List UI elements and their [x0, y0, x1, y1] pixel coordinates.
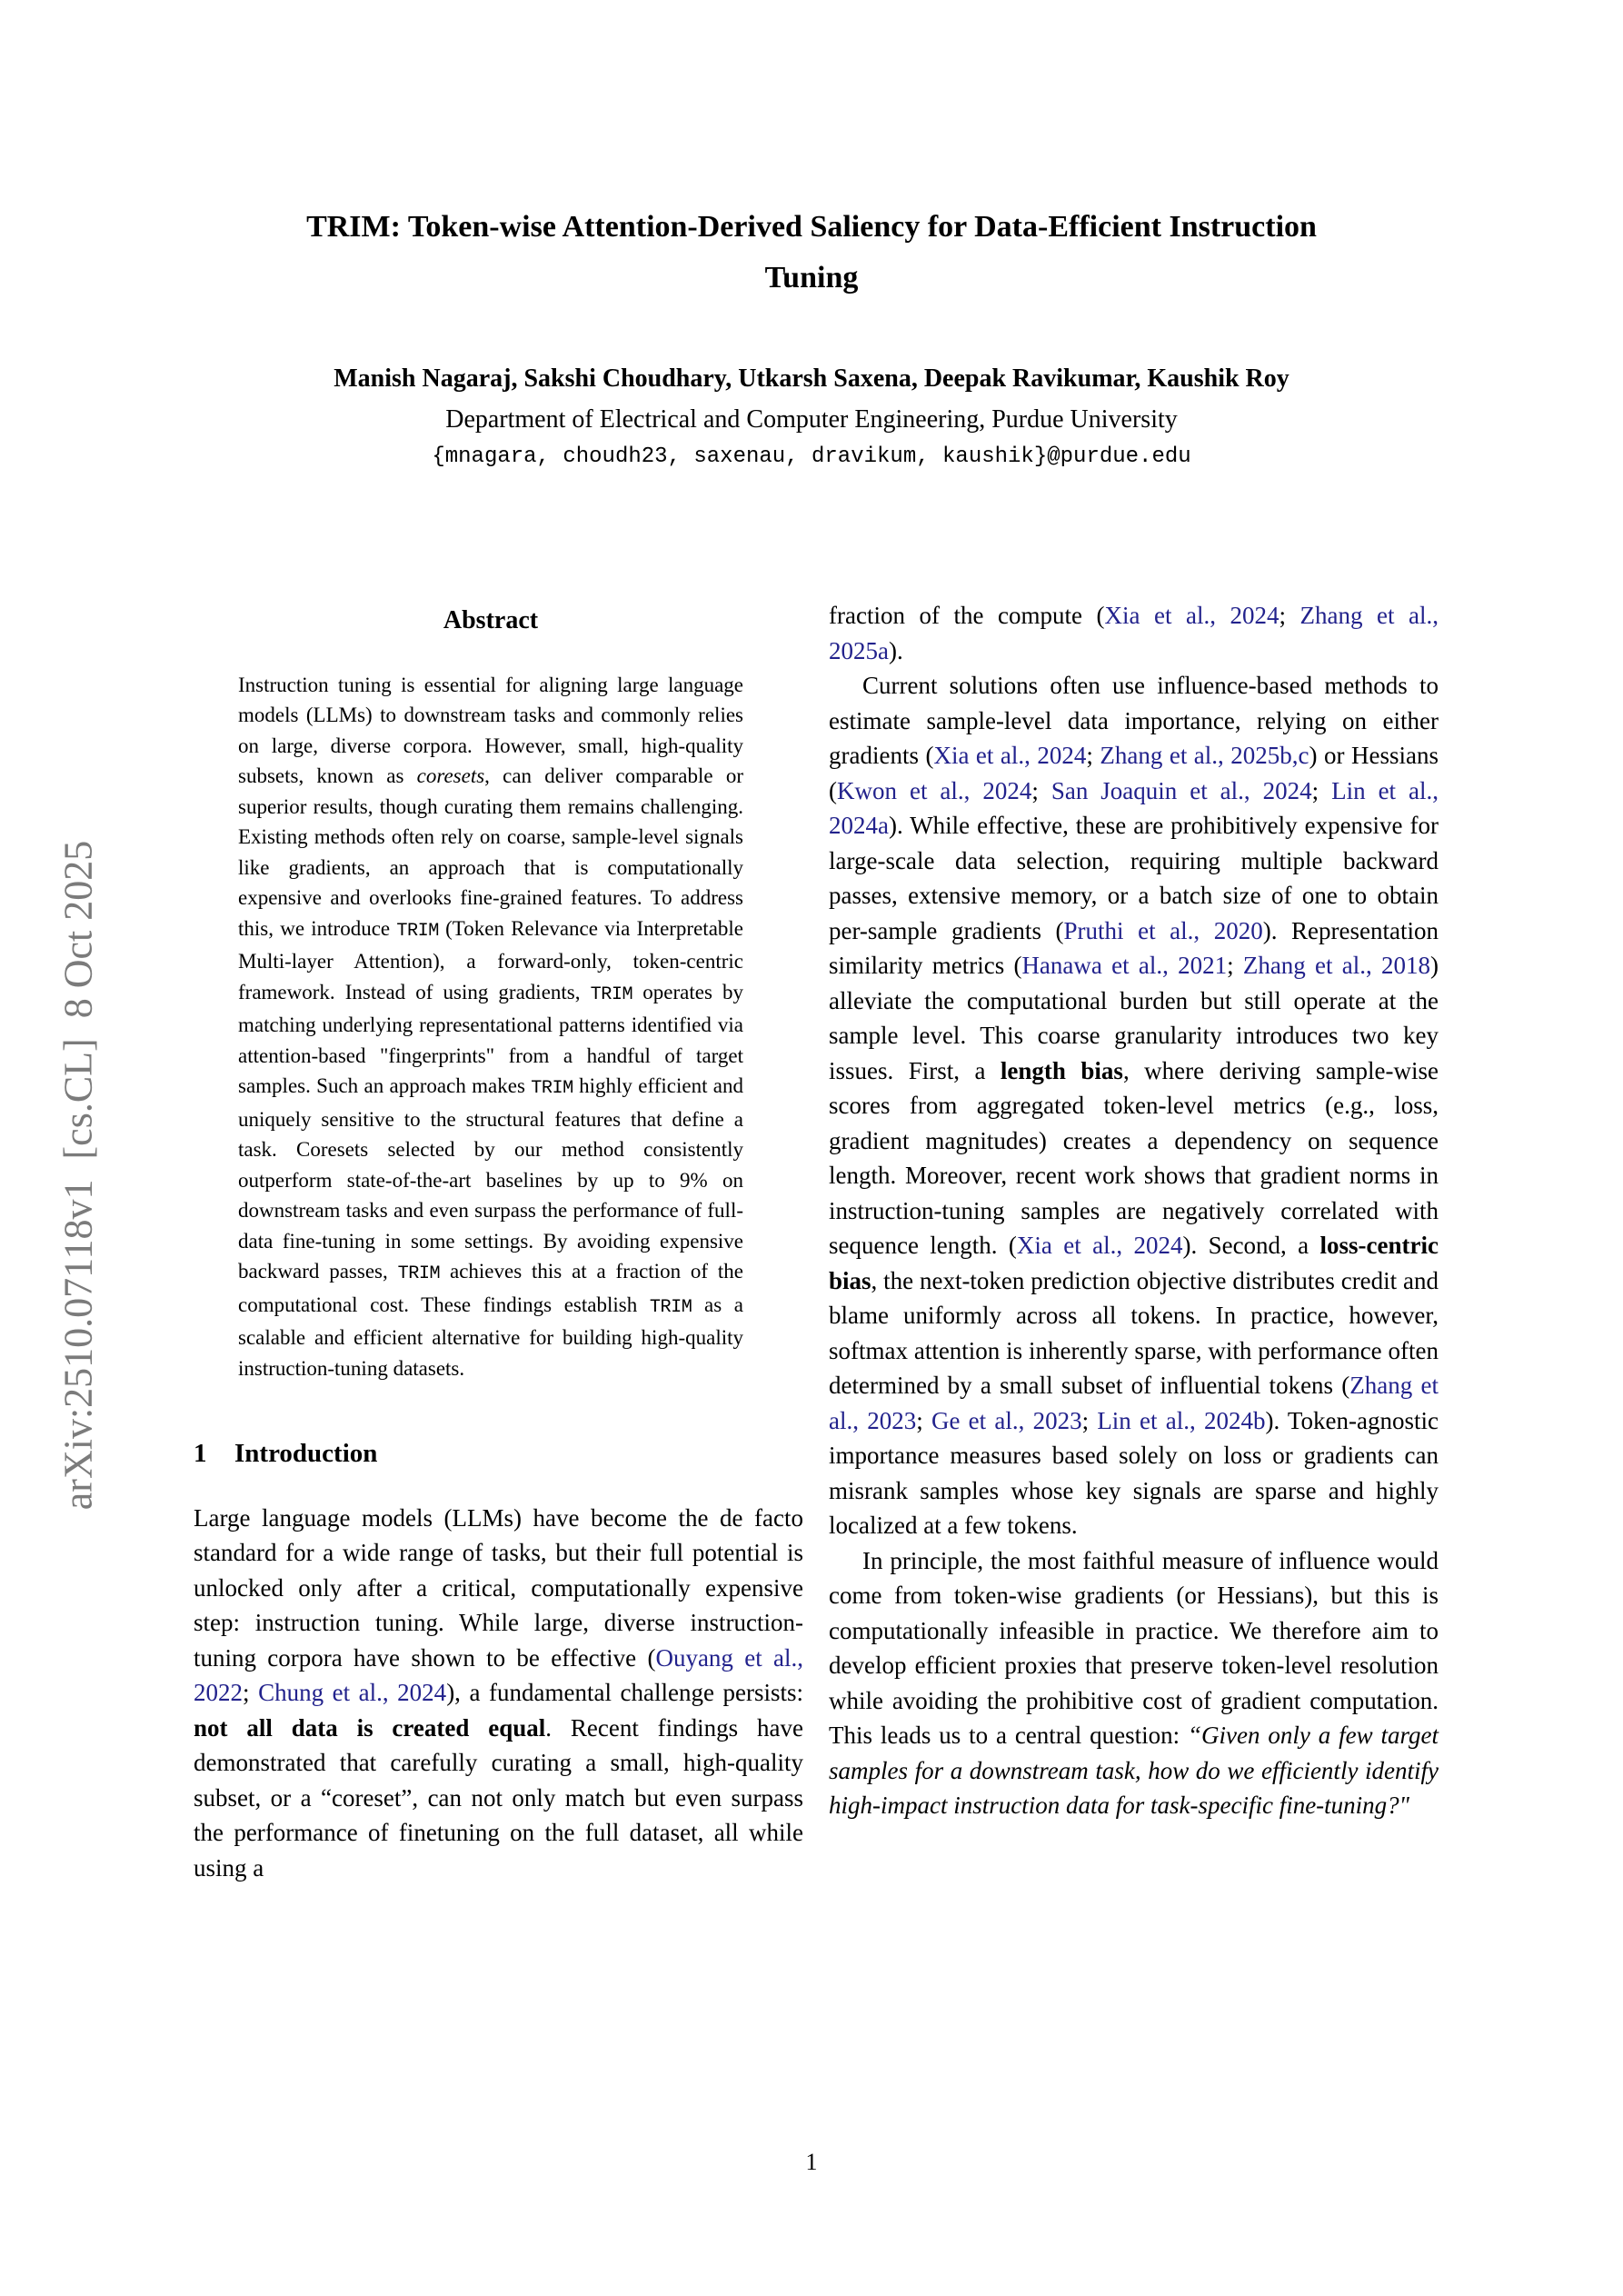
abstract-heading: Abstract	[443, 606, 539, 634]
text-run: ). While effective, these are prohibitively expensive for large-scale data selection, requiring multiple backward passes, extensive memory, or a batch size of one to obtain per-sample gradients (	[829, 812, 1439, 944]
text-run: , the next-token prediction objective distributes credit and blame uniformly across all tokens. In practice, however, softmax attention is inherently sparse, with performance often determined by a small subset of influential tokens (	[829, 1266, 1439, 1399]
text-run: TRIM	[531, 1078, 573, 1099]
text-run: TRIM	[396, 920, 439, 942]
text-run: fraction of the compute (	[829, 602, 1105, 629]
left-column	[194, 593, 803, 1885]
section-heading-introduction	[194, 1436, 803, 1472]
citation-link[interactable]: Zhang et al., 2018	[1242, 952, 1430, 979]
text-run: coresets	[416, 764, 485, 787]
text-run: not all data is created equal	[194, 1713, 546, 1742]
citation-link[interactable]: Ge et al., 2023	[931, 1406, 1082, 1434]
text-run: achieves this at a fraction of the computational cost. These findings establish	[238, 1260, 743, 1316]
text-run: ) or Hessians (	[829, 742, 1439, 804]
intro-paragraph-3	[829, 1543, 1439, 1823]
text-run: ). Token-agnostic importance measures based solely on loss or gradients can misrank samples whose key signals are sparse and highly localized at a few tokens.	[829, 1406, 1439, 1539]
intro-paragraph-2	[829, 668, 1439, 1543]
text-run: ;	[916, 1406, 931, 1434]
text-run: ;	[1227, 952, 1243, 979]
text-run: , can deliver comparable or superior results, though curating them remains challenging. Existing methods often rely on coarse, sample-level signals like gradients, an approach that is computationally expensive and overlooks fine-grained features. To address this, we introduce	[238, 764, 743, 940]
intro-paragraph-1	[194, 1501, 803, 1886]
text-run: ;	[243, 1679, 259, 1706]
affiliation: Department of Electrical and Computer Engineering, Purdue University	[445, 405, 1178, 434]
text-run: operates by matching underlying representational patterns identified via attention-based "fingerprints" from a handful of target samples. Such an approach makes	[238, 980, 743, 1097]
text-run: loss-centric bias	[829, 1232, 1439, 1294]
text-run: TRIM	[590, 983, 633, 1005]
citation-link[interactable]: Lin et al., 2024b	[1097, 1406, 1266, 1434]
two-column-body	[194, 593, 1439, 1885]
text-run: ), a fundamental challenge persists:	[446, 1679, 803, 1706]
text-run: ).	[888, 636, 903, 664]
text-run: ;	[1031, 776, 1051, 804]
author-emails: {mnagara, choudh23, saxenau, dravikum, kaushik}@purdue.edu	[432, 444, 1191, 469]
citation-link[interactable]: Hanawa et al., 2021	[1021, 952, 1228, 979]
right-column	[829, 593, 1439, 1885]
text-run: highly efficient and uniquely sensitive to the structural features that define a task. Coresets selected by our method consistently outperform state-of-the-art baselines by up to 9% on downstream tasks and even surpass the performance of full-data fine-tuning in some settings. By avoiding expensive backward passes,	[238, 1074, 743, 1283]
citation-link[interactable]: Ouyang et al., 2022	[194, 1643, 804, 1706]
citation-link[interactable]: San Joaquin et al., 2024	[1050, 776, 1312, 804]
citation-link[interactable]: Zhang et al., 2025b,c	[1100, 742, 1309, 769]
citation-link[interactable]: Zhang et al., 2023	[829, 1372, 1439, 1434]
citation-link[interactable]: Chung et al., 2024	[258, 1679, 447, 1706]
text-run: ;	[1279, 602, 1300, 629]
citation-link[interactable]: Xia et al., 2024	[933, 742, 1087, 769]
text-run: Instruction tuning is essential for aligning large language models (LLMs) to downstream tasks and commonly relies on large, diverse corpora. However, small, high-quality subsets, known as	[238, 673, 743, 787]
citation-link[interactable]: Pruthi et al., 2020	[1063, 916, 1263, 944]
paper-title: TRIM: Token-wise Attention-Derived Saliency for Data-Efficient Instruction Tuning	[306, 210, 1317, 294]
citation-link[interactable]: Lin et al., 2024a	[829, 776, 1439, 839]
text-run: ). Second, a	[1182, 1232, 1320, 1259]
text-run: as a scalable and efficient alternative for building high-quality instruction-tuning datasets.	[238, 1293, 743, 1380]
text-run: “Given only a few target samples for a downstream task, how do we efficiently identify high-impact instruction data for task-specific fine-tuning?"	[829, 1722, 1439, 1819]
citation-link[interactable]: Kwon et al., 2024	[837, 776, 1032, 804]
text-run: ;	[1081, 1406, 1098, 1434]
text-run: ) alleviate the computational burden but still operate at the sample level. This coarse granularity introduces two key issues. First, a	[829, 952, 1439, 1084]
text-run: In principle, the most faithful measure of influence would come from token-wise gradients (or Hessians), but this is computationally infeasible in practice. We therefore aim to develop efficient proxies that preserve token-level resolution while avoiding the prohibitive cost of gradient computation. This leads us to a central question:	[829, 1546, 1439, 1749]
text-run: ;	[1311, 776, 1332, 804]
arxiv-watermark: arXiv:2510.07118v1 [cs.CL] 8 Oct 2025	[55, 840, 101, 1511]
intro-paragraph-1-continued	[829, 598, 1439, 668]
section-title: Introduction	[234, 1439, 378, 1468]
text-run: , where deriving sample-wise scores from aggregated token-level metrics (e.g., loss, gradient magnitudes) creates a dependency on sequence length. Moreover, recent work shows that gradient norms in instruction-tuning samples are negatively correlated with sequence length. (	[829, 1056, 1439, 1259]
abstract-text	[238, 670, 743, 1384]
citation-link[interactable]: Zhang et al., 2025a	[829, 602, 1439, 664]
text-run: ). Representation similarity metrics (	[829, 916, 1439, 979]
text-run: Current solutions often use influence-based methods to estimate sample-level data importance, relying on either gradients (	[829, 672, 1439, 769]
text-run: length bias	[1000, 1056, 1123, 1084]
page-number: 1	[805, 2149, 818, 2175]
text-run: (Token Relevance via Interpretable Multi-layer Attention), a forward-only, token-centric framework. Instead of using gradients,	[238, 916, 743, 1003]
text-run: . Recent findings have demonstrated that carefully curating a small, high-quality subset, or a “coreset”, can not only match but even surpass the performance of finetuning on the full dataset, all while using a	[194, 1713, 804, 1882]
author-list: Manish Nagaraj, Sakshi Choudhary, Utkarsh Saxena, Deepak Ravikumar, Kaushik Roy	[334, 364, 1289, 393]
section-number: 1	[194, 1439, 207, 1468]
text-run: ;	[1086, 742, 1100, 769]
citation-link[interactable]: Xia et al., 2024	[1016, 1232, 1183, 1259]
text-run: Large language models (LLMs) have become the de facto standard for a wide range of tasks, but their full potential is unlocked only after a critical, computationally expensive step: instruction tuning. While large, diverse instruction-tuning corpora have shown to be effective (	[194, 1503, 803, 1672]
citation-link[interactable]: Xia et al., 2024	[1104, 602, 1279, 629]
text-run: TRIM	[397, 1263, 441, 1284]
text-run: TRIM	[649, 1296, 692, 1318]
